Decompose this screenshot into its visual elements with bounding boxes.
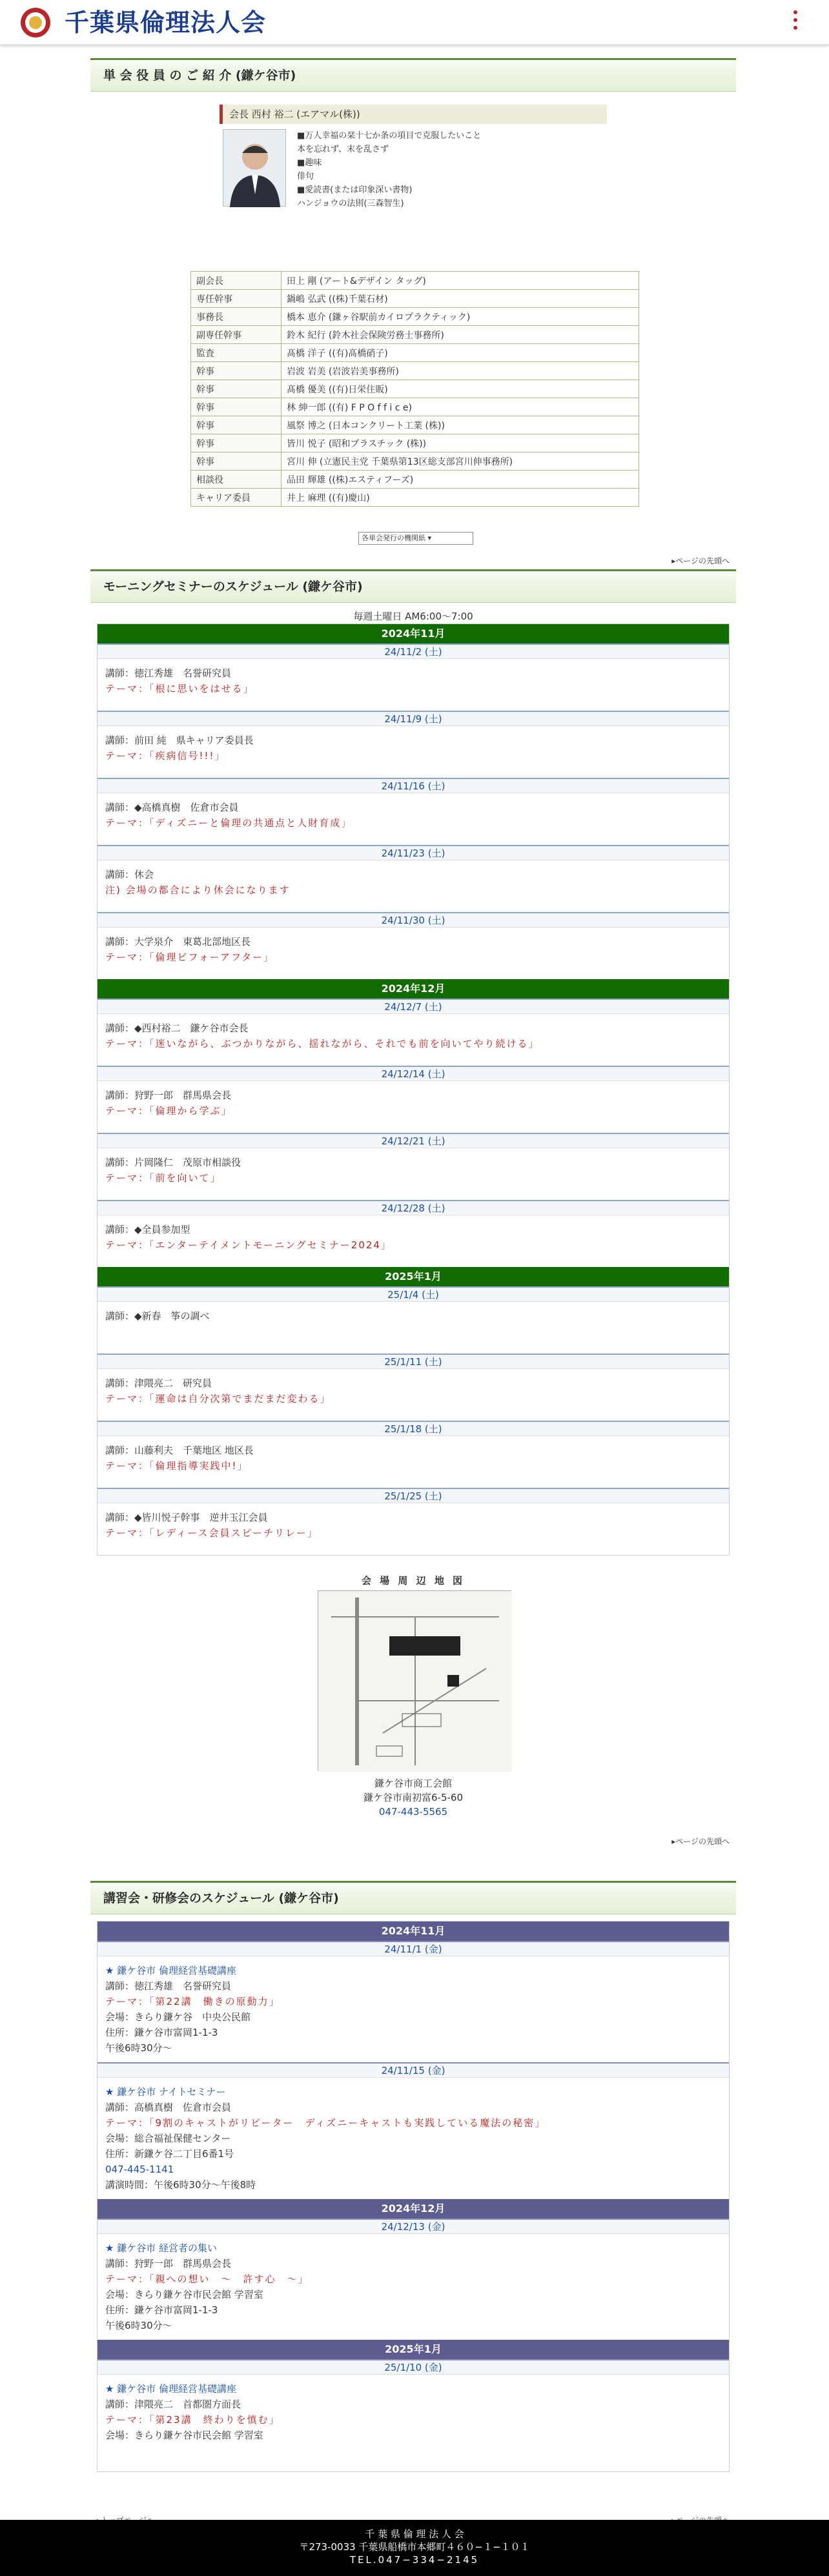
lecture-detail: 講師：高橋真樹 佐倉市会員: [105, 2102, 232, 2113]
seminar-speaker: 講師：山藤利夫 千葉地区 地区長: [105, 1445, 254, 1456]
officer-row: [191, 416, 639, 434]
lecture-title[interactable]: ★ 鎌ケ谷市 ナイトセミナー: [105, 2086, 226, 2098]
officer-name: 井上 麻理 ((有)慶山): [281, 489, 639, 507]
seminar-speaker: 講師：休会: [105, 869, 154, 880]
venue-map[interactable]: [318, 1590, 511, 1771]
lecture-entry: [97, 2375, 729, 2471]
officer-role: 幹事: [191, 434, 281, 452]
seminar-entry: [97, 726, 729, 778]
president-label: 会長 西村 裕二 (エアマル(株)): [220, 105, 607, 124]
seminar-theme: テーマ：「迷いながら、ぶつかりながら、揺れながら、それでも前を向いてやり続ける」: [105, 1038, 540, 1050]
lecture-detail: テーマ：「第23講 終わりを慎む」: [105, 2414, 280, 2426]
president-profile: [297, 129, 568, 210]
morning-schedule: [97, 624, 730, 1556]
lecture-detail: 会場：総合福祉保健センター: [105, 2133, 231, 2144]
officer-name: 髙橋 優美 ((有)日栄住販): [281, 380, 639, 398]
seminar-entry: [97, 1302, 729, 1354]
seminar-date: 25/1/11 (土): [97, 1354, 729, 1369]
lecture-date: 24/11/15 (金): [97, 2062, 729, 2078]
officers-section: [90, 98, 736, 569]
lecture-title[interactable]: ★ 鎌ケ谷市 倫理経営基礎講座: [105, 1965, 236, 1976]
officer-name: 鈴木 紀行 (鈴木社会保険労務士事務所): [281, 326, 639, 344]
footer-tel[interactable]: TEL.047−334−2145: [349, 2554, 480, 2566]
morning-time: 毎週土曜日 AM6:00〜7:00: [353, 611, 473, 622]
venue-name: 鎌ケ谷市商工会館: [374, 1778, 452, 1789]
lecture-entry: [97, 1956, 729, 2062]
seminar-date: 24/11/23 (土): [97, 845, 729, 860]
lecture-detail: 講師：徳江秀雄 名誉研究員: [105, 1980, 232, 1992]
seminar-speaker: 講師：◆皆川悦子幹事 逆井玉江会員: [105, 1512, 268, 1523]
lecture-detail: テーマ：「9割のキャストがリピーター ディズニーキャストも実践している魔法の秘密」: [105, 2117, 546, 2129]
seminar-date: 25/1/4 (土): [97, 1286, 729, 1302]
seminar-speaker: 講師：◆全員参加型: [105, 1224, 190, 1235]
officer-role: 副専任幹事: [191, 326, 281, 344]
seminar-theme: テーマ：「エンターテイメントモーニングセミナー2024」: [105, 1239, 392, 1251]
seminar-theme: テーマ：「運命は自分次第でまだまだ変わる」: [105, 1393, 331, 1405]
officer-role: キャリア委員: [191, 489, 281, 507]
seminar-entry: [97, 1215, 729, 1267]
morning-heading: モーニングセミナーのスケジュール (鎌ケ谷市): [90, 569, 736, 603]
president-photo: [223, 129, 286, 207]
seminar-speaker: 講師：片岡隆仁 茂原市相談役: [105, 1157, 241, 1168]
seminar-date: 24/12/28 (土): [97, 1200, 729, 1215]
officer-row: [191, 380, 639, 398]
lecture-schedule: [97, 1921, 730, 2472]
officer-name: 鍋嶋 弘武 ((株)千葉石材): [281, 290, 639, 308]
seminar-entry: [97, 1014, 729, 1066]
lecture-date: 24/11/1 (金): [97, 1941, 729, 1956]
lecture-detail: 講演時間：午後6時30分〜午後8時: [105, 2179, 256, 2191]
seminar-theme: テーマ：「レディース会員スピーチリレー」: [105, 1527, 318, 1539]
profile-line: ハンジョウの法則(三森智生): [297, 199, 404, 208]
page-top-link[interactable]: ▸ページの先頭へ: [671, 556, 730, 565]
venue-address: 鎌ケ谷市南初富6-5-60: [363, 1792, 463, 1803]
main-content: [90, 58, 736, 2534]
lecture-detail: 講師：狩野一郎 群馬県会長: [105, 2258, 232, 2269]
seminar-date: 24/12/21 (土): [97, 1133, 729, 1148]
month-header: 2024年11月: [97, 624, 729, 644]
top-bar: [0, 0, 829, 45]
seminar-speaker: 講師：津隈亮二 研究員: [105, 1377, 212, 1389]
seminar-date: 24/12/14 (土): [97, 1066, 729, 1081]
officer-role: 相談役: [191, 471, 281, 489]
lecture-detail: 午後6時30分〜: [105, 2320, 172, 2331]
site-title[interactable]: 千葉県倫理法人会: [65, 8, 267, 37]
officers-heading: 単 会 役 員 の ご 紹 介 (鎌ケ谷市): [90, 58, 736, 92]
lecture-detail: 講師：津隈亮二 首都圏方面長: [105, 2399, 241, 2410]
officer-role: 監査: [191, 344, 281, 362]
seminar-speaker: 講師：前田 純 県キャリア委員長: [105, 735, 254, 746]
map-title: 会 場 周 辺 地 図: [361, 1575, 466, 1587]
seminar-date: 24/11/16 (土): [97, 778, 729, 793]
officer-name: 宮川 伸 (立憲民主党 千葉県第13区総支部宮川伸事務所): [281, 452, 639, 471]
seminar-theme: テーマ：「根に思いをはせる」: [105, 683, 254, 695]
lecture-detail: 会場：きらり鎌ケ谷 中央公民館: [105, 2011, 251, 2023]
lecture-title[interactable]: ★ 鎌ケ谷市 倫理経営基礎講座: [105, 2383, 236, 2395]
seminar-date: 24/11/30 (土): [97, 912, 729, 928]
seminar-date: 24/12/7 (土): [97, 999, 729, 1014]
lecture-detail: 047-445-1141: [105, 2164, 174, 2175]
lecture-entry: [97, 2078, 729, 2199]
seminar-entry: [97, 659, 729, 711]
seminar-theme: 注) 会場の都合により休会になります: [105, 884, 291, 896]
seminar-theme: テーマ：「倫理ビフォーアフター」: [105, 951, 274, 963]
seminar-entry: [97, 793, 729, 845]
profile-line: ■万人幸福の栞十七か条の項目で克服したいこと: [297, 131, 482, 141]
officer-role: 幹事: [191, 398, 281, 416]
seminar-entry: [97, 1081, 729, 1133]
month-header: 2025年1月: [97, 1267, 729, 1286]
officer-name: 皆川 悦子 (昭和プラスチック (株)): [281, 434, 639, 452]
seminar-theme: テーマ：「倫理指導実践中!」: [105, 1460, 249, 1472]
seminar-theme: テーマ：「ディズニーと倫理の共通点と人財育成」: [105, 817, 353, 829]
lecture-title[interactable]: ★ 鎌ケ谷市 経営者の集い: [105, 2242, 217, 2254]
seminar-speaker: 講師：大学泉介 東葛北部地区長: [105, 936, 251, 948]
seminar-entry: [97, 928, 729, 979]
seminar-entry: [97, 1436, 729, 1488]
lecture-detail: テーマ：「親への想い 〜 許す心 〜」: [105, 2273, 309, 2285]
officer-row: [191, 489, 639, 507]
officer-name: 岩波 岩美 (岩波岩美事務所): [281, 362, 639, 380]
lecture-detail: 会場：きらり鎌ケ谷市民会館 学習室: [105, 2289, 263, 2300]
officer-row: [191, 398, 639, 416]
newsletter-select[interactable]: 各単会発行の機関紙 ▾: [358, 532, 473, 545]
seminar-speaker: 講師：◆西村裕二 鎌ケ谷市会長: [105, 1022, 249, 1034]
seminar-speaker: 講師：徳江秀雄 名誉研究員: [105, 667, 232, 679]
lecture-detail: 住所：鎌ケ谷市富岡1-1-3: [105, 2027, 218, 2038]
seminar-theme: テーマ：「前を向いて」: [105, 1172, 221, 1184]
venue-phone[interactable]: 047-443-5565: [378, 1806, 448, 1818]
profile-line: 本を忘れず、末を乱さず: [297, 145, 389, 154]
officer-row: [191, 326, 639, 344]
seminar-entry: [97, 860, 729, 912]
officer-table: [190, 271, 639, 507]
lecture-entry: [97, 2234, 729, 2340]
lecture-date: 25/1/10 (金): [97, 2359, 729, 2375]
morning-section: [90, 603, 736, 1881]
officer-name: 林 紳一郎 ((有) F P O f f i c e): [281, 398, 639, 416]
seminar-date: 24/11/9 (土): [97, 711, 729, 726]
officer-role: 幹事: [191, 452, 281, 471]
logo-icon[interactable]: [19, 6, 52, 39]
officer-row: [191, 471, 639, 489]
lecture-date: 24/12/13 (金): [97, 2218, 729, 2234]
lectures-section: [90, 1914, 736, 2534]
menu-icon[interactable]: [788, 10, 803, 34]
profile-line: 俳句: [297, 172, 314, 181]
officer-role: 幹事: [191, 416, 281, 434]
seminar-date: 25/1/18 (土): [97, 1421, 729, 1436]
officer-row: [191, 344, 639, 362]
seminar-theme: テーマ：「倫理から学ぶ」: [105, 1105, 232, 1117]
seminar-speaker: 講師：◆新春 筝の調べ: [105, 1310, 210, 1322]
officer-role: 幹事: [191, 380, 281, 398]
seminar-entry: [97, 1148, 729, 1200]
profile-line: ■趣味: [297, 158, 322, 168]
month-header: 2025年1月: [97, 2340, 729, 2359]
lecture-detail: 住所：鎌ケ谷市富岡1-1-3: [105, 2304, 218, 2316]
seminar-theme: テーマ：「疾病信号!!!」: [105, 750, 226, 762]
month-header: 2024年12月: [97, 2199, 729, 2218]
officer-role: 幹事: [191, 362, 281, 380]
officer-name: 橋本 恵介 (鎌ヶ谷駅前カイロプラクティック): [281, 308, 639, 326]
officer-name: 髙橋 洋子 ((有)髙橋硝子): [281, 344, 639, 362]
lecture-detail: 午後6時30分〜: [105, 2042, 172, 2054]
month-header: 2024年11月: [97, 1922, 729, 1941]
seminar-date: 24/11/2 (土): [97, 644, 729, 659]
lecture-detail: 住所：新鎌ケ谷二丁目6番1号: [105, 2148, 234, 2160]
officer-name: 田上 剛 (アート&デザイン タッグ): [281, 272, 639, 290]
officer-name: 品田 輝雄 ((株)エスティフーズ): [281, 471, 639, 489]
seminar-speaker: 講師：狩野一郎 群馬県会長: [105, 1090, 232, 1101]
seminar-entry: [97, 1369, 729, 1421]
lecture-detail: 会場：きらり鎌ケ谷市民会館 学習室: [105, 2429, 263, 2441]
officer-row: [191, 452, 639, 471]
lecture-detail: テーマ：「第22講 働きの原動力」: [105, 1996, 280, 2007]
profile-line: ■愛読書(または印象深い書物): [297, 185, 413, 195]
seminar-speaker: 講師：◆高橋真樹 佐倉市会員: [105, 802, 239, 813]
officer-row: [191, 290, 639, 308]
officer-row: [191, 272, 639, 290]
page-top-link[interactable]: ▸ページの先頭へ: [671, 1837, 730, 1846]
officer-row: [191, 434, 639, 452]
officer-role: 事務長: [191, 308, 281, 326]
officer-name: 風祭 博之 (日本コンクリート工業 (株)): [281, 416, 639, 434]
month-header: 2024年12月: [97, 979, 729, 999]
seminar-date: 25/1/25 (土): [97, 1488, 729, 1503]
footer-address: 〒273-0033 千葉県船橋市本郷町４６０−１−１０１: [299, 2541, 530, 2553]
lectures-heading: 講習会・研修会のスケジュール (鎌ケ谷市): [90, 1881, 736, 1914]
footer-name: 千 葉 県 倫 理 法 人 会: [365, 2528, 464, 2540]
officer-role: 専任幹事: [191, 290, 281, 308]
officer-row: [191, 308, 639, 326]
officer-row: [191, 362, 639, 380]
officer-role: 副会長: [191, 272, 281, 290]
seminar-entry: [97, 1503, 729, 1555]
footer: [0, 2520, 829, 2576]
